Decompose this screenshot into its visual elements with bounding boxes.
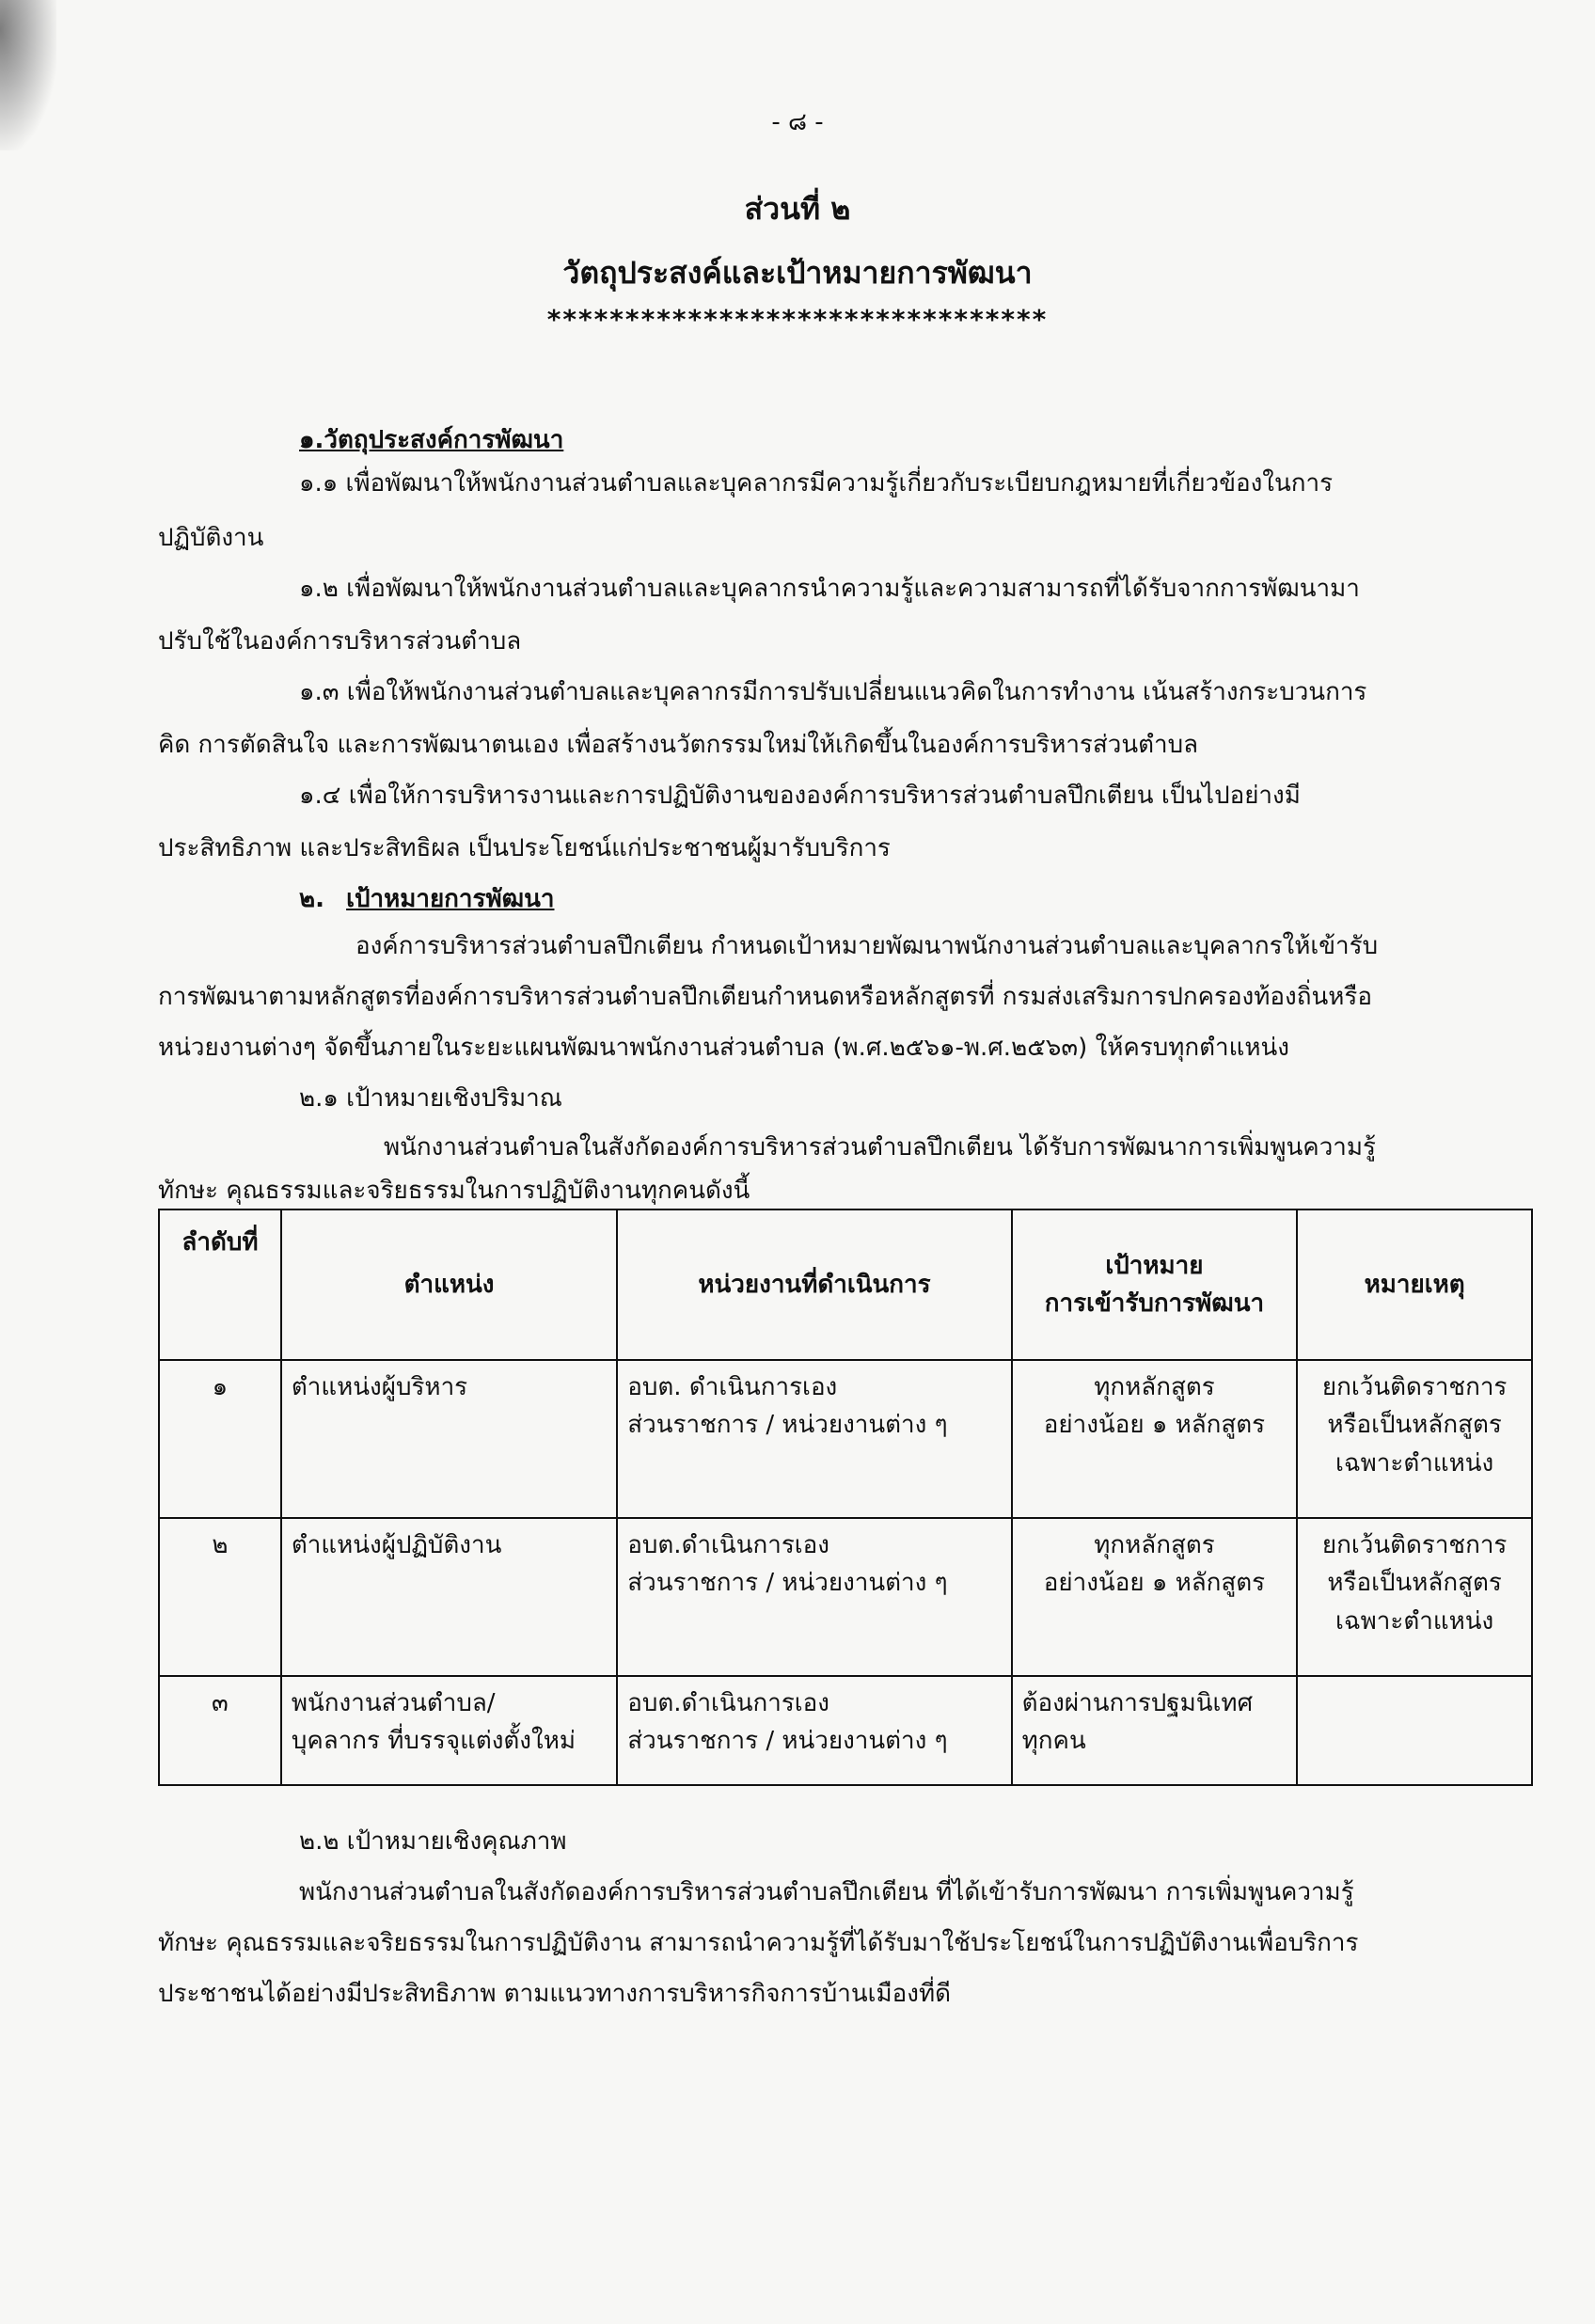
header-target [1012,1209,1298,1360]
header-remark: หมายเหตุ [1297,1209,1532,1360]
qualitative-target-line1: พนักงานส่วนตำบลในสังกัดองค์การบริหารส่วนตำบลปึกเตียน ที่ได้เข้ารับการพัฒนา การเพิ่มพูนความรู้ [299,1878,1354,1906]
section2-heading [299,882,554,916]
row2-position [281,1518,617,1676]
row2-target [1012,1518,1298,1676]
table-row [159,1518,1532,1676]
section2-intro-line3: หน่วยงานต่างๆ จัดขึ้นภายในระยะแผนพัฒนาพนักงานส่วนตำบล (พ.ศ.๒๕๖๑-พ.ศ.๒๕๖๓) ให้ครบทุกตำแหน่ง [158,1034,1289,1062]
page-number: - ๘ - [771,108,824,136]
row1-unit-line2: ส่วนราชการ / หน่วยงานต่าง ๆ [627,1411,948,1440]
table-row [159,1360,1532,1518]
row1-unit-line1: อบต. ดำเนินการเอง [627,1373,838,1401]
row3-position-line1: พนักงานส่วนตำบล/ [291,1689,496,1717]
header-no: ลำดับที่ [159,1209,281,1360]
row2-position-line1: ตำแหน่งผู้ปฏิบัติงาน [291,1531,502,1559]
row3-unit [617,1676,1011,1785]
objective-1-1-line1: ๑.๑ เพื่อพัฒนาให้พนักงานส่วนตำบลและบุคลากรมีความรู้เกี่ยวกับระเบียบกฎหมายที่เกี่ยวข้องในการ [299,469,1334,498]
row3-position-line2: บุคลากร ที่บรรจุแต่งตั้งใหม่ [291,1727,576,1756]
row1-remark-line3: เฉพาะตำแหน่ง [1335,1448,1494,1478]
row1-target-line1: ทุกหลักสูตร [1094,1373,1215,1401]
objective-1-3-line2: คิด การตัดสินใจ และการพัฒนาตนเอง เพื่อสร้างนวัตกรรมใหม่ให้เกิดขึ้นในองค์การบริหารส่วนตำบล [158,731,1199,759]
row3-remark [1297,1676,1532,1785]
section2-intro-line2: การพัฒนาตามหลักสูตรที่องค์การบริหารส่วนตำบลปึกเตียนกำหนดหรือหลักสูตรที่ กรมส่งเสริมการปกครองท้องถิ่นหรือ [158,983,1372,1011]
objective-1-4-line1: ๑.๔ เพื่อให้การบริหารงานและการปฏิบัติงานขององค์การบริหารส่วนตำบลปึกเตียน เป็นไปอย่างมี [299,782,1301,810]
document-subtitle: วัตถุประสงค์และเป้าหมายการพัฒนา [562,255,1033,291]
objective-1-4-line2: ประสิทธิภาพ และประสิทธิผล เป็นประโยชน์แก่ประชาชนผู้มารับบริการ [158,834,891,862]
section1-heading: ๑.วัตถุประสงค์การพัฒนา [299,426,564,454]
table-header-row [159,1209,1532,1360]
row3-target-line2: ทุกคน [1021,1727,1086,1756]
header-target-line1: เป้าหมาย [1105,1251,1204,1280]
row3-target [1012,1676,1298,1785]
row2-target-line1: ทุกหลักสูตร [1094,1531,1215,1559]
row1-position-line1: ตำแหน่งผู้บริหาร [291,1373,468,1401]
row1-no: ๑ [159,1360,281,1518]
header-position: ตำแหน่ง [281,1209,617,1360]
qualitative-target-line2: ทักษะ คุณธรรมและจริยธรรมในการปฏิบัติงาน สามารถนำความรู้ที่ได้รับมาใช้ประโยชน์ในการปฏิบัติงานเพื่อบริการ [158,1929,1359,1957]
row2-remark-line1: ยกเว้นติดราชการ [1321,1531,1508,1559]
row2-remark-line2: หรือเป็นหลักสูตร [1327,1569,1502,1598]
qualitative-target-line3: ประชาชนได้อย่างมีประสิทธิภาพ ตามแนวทางการบริหารกิจการบ้านเมืองที่ดี [158,1980,951,2008]
quantitative-target-heading: ๒.๑ เป้าหมายเชิงปริมาณ [299,1084,562,1113]
row3-unit-line1: อบต.ดำเนินการเอง [627,1689,829,1717]
row2-unit [617,1518,1011,1676]
section2-intro-line1: องค์การบริหารส่วนตำบลปึกเตียน กำหนดเป้าหมายพัฒนาพนักงานส่วนตำบลและบุคลากรให้เข้ารับ [355,932,1379,960]
section2-heading-text: เป้าหมายการพัฒนา [346,885,555,913]
row1-remark-line1: ยกเว้นติดราชการ [1321,1373,1508,1401]
objective-1-1-line2: ปฏิบัติงาน [158,524,264,552]
row2-remark [1297,1518,1532,1676]
row3-no: ๓ [159,1676,281,1785]
objective-1-2-line2: ปรับใช้ในองค์การบริหารส่วนตำบล [158,627,522,656]
row2-no: ๒ [159,1518,281,1676]
quantitative-target-line1: พนักงานส่วนตำบลในสังกัดองค์การบริหารส่วนตำบลปึกเตียน ได้รับการพัฒนาการเพิ่มพูนความรู้ [384,1133,1376,1162]
row2-unit-line1: อบต.ดำเนินการเอง [627,1531,829,1559]
objective-1-3-line1: ๑.๓ เพื่อให้พนักงานส่วนตำบลและบุคลากรมีการปรับเปลี่ยนแนวคิดในการทำงาน เน้นสร้างกระบวนการ [299,678,1367,706]
part-title: ส่วนที่ ๒ [744,191,851,227]
row1-remark-line2: หรือเป็นหลักสูตร [1327,1411,1502,1440]
row3-position [281,1676,617,1785]
objective-1-2-line1: ๑.๒ เพื่อพัฒนาให้พนักงานส่วนตำบลและบุคลากรนำความรู้และความสามารถที่ได้รับจากการพัฒนามา [299,575,1360,603]
qualitative-target-heading: ๒.๒ เป้าหมายเชิงคุณภาพ [299,1827,567,1856]
row2-unit-line2: ส่วนราชการ / หน่วยงานต่าง ๆ [627,1569,948,1598]
row1-target-line2: อย่างน้อย ๑ หลักสูตร [1043,1411,1266,1440]
section2-heading-number: ๒. [299,885,325,913]
star-divider: ******************************** [546,304,1049,335]
row1-position [281,1360,617,1518]
row1-target [1012,1360,1298,1518]
header-target-line2: การเข้ารับการพัฒนา [1044,1289,1265,1318]
row3-unit-line2: ส่วนราชการ / หน่วยงานต่าง ๆ [627,1727,948,1756]
header-unit: หน่วยงานที่ดำเนินการ [617,1209,1011,1360]
row2-remark-line3: เฉพาะตำแหน่ง [1335,1606,1494,1636]
row3-target-line1: ต้องผ่านการปฐมนิเทศ [1021,1689,1254,1717]
row1-remark [1297,1360,1532,1518]
row1-unit [617,1360,1011,1518]
table-row [159,1676,1532,1785]
development-target-table [158,1209,1533,1786]
quantitative-target-line2: ทักษะ คุณธรรมและจริยธรรมในการปฏิบัติงานทุกคนดังนี้ [158,1177,750,1205]
row2-target-line2: อย่างน้อย ๑ หลักสูตร [1043,1569,1266,1598]
